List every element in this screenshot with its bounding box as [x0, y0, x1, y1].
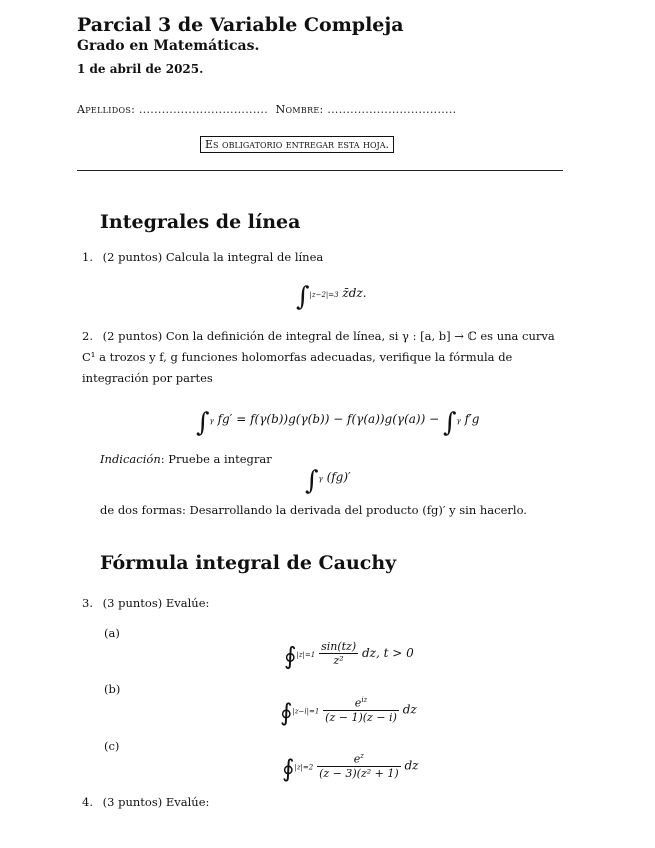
equation-tail: f′g — [464, 412, 480, 426]
denominator: (z − 3)(z² + 1) — [319, 766, 399, 780]
numerator — [317, 752, 401, 766]
integral-domain: |z|=1 — [296, 651, 316, 659]
contour-integral-sign: ∮ — [282, 754, 295, 783]
page-title: Parcial 3 de Variable Compleja — [77, 14, 404, 36]
integral-domain: |z−2|=3 — [309, 291, 339, 299]
section-title-line-integrals: Integrales de línea — [100, 211, 301, 233]
integrand-tail: dz — [402, 702, 417, 717]
numerator-base: e — [353, 752, 361, 766]
problem-2-closing: de dos formas: Desarrollando la derivada del producto (fg)′ y sin hacerlo. — [100, 503, 527, 517]
fraction — [323, 696, 399, 724]
part-a-label: (a) — [104, 626, 120, 640]
surname-field: .................................. — [138, 103, 269, 116]
problem-number: 4. — [82, 795, 93, 809]
integrand-tail: dz, t > 0 — [361, 646, 414, 660]
name-label: Nombre: — [275, 103, 324, 116]
numerator-base: e — [354, 696, 362, 710]
part-b-label: (b) — [104, 682, 121, 696]
integral-domain: |z−i|=1 — [292, 707, 320, 716]
problem-number: 1. — [82, 250, 93, 264]
hint-text: : Pruebe a integrar — [160, 452, 272, 466]
header-divider — [77, 170, 563, 171]
problem-text: (2 puntos) Calcula la integral de línea — [102, 250, 324, 264]
integral-sign: ∫ — [196, 408, 210, 438]
problem-text: (2 puntos) Con la definición de integral de línea, si γ : [a, b] → ℂ es una curva C¹ a trozos y f, g funciones holomorfas adecuadas, verifique la fórmula de integración por partes — [82, 329, 555, 385]
integrand: z̄dz. — [342, 286, 367, 300]
problem-text: (3 puntos) Evalúe: — [102, 795, 210, 809]
part-c-label: (c) — [104, 739, 120, 753]
section-title-cauchy: Fórmula integral de Cauchy — [100, 552, 397, 574]
contour-integral-sign: ∮ — [280, 698, 293, 727]
problem-2 — [82, 326, 567, 389]
denominator: (z − 1)(z − i) — [325, 710, 397, 724]
exam-date: 1 de abril de 2025. — [77, 62, 204, 76]
hint-label: Indicación — [100, 452, 161, 466]
fraction — [319, 640, 358, 667]
numerator: sin(tz) — [321, 640, 357, 653]
integral-sign: ∫ — [296, 282, 310, 312]
numerator-exponent: z — [360, 752, 364, 760]
problem-1 — [82, 247, 567, 268]
problem-3 — [82, 593, 567, 614]
integral-domain: |z|=2 — [294, 763, 314, 772]
numerator — [323, 696, 399, 710]
problem-number: 3. — [82, 596, 93, 610]
hint — [100, 452, 272, 466]
equation-3b — [280, 696, 417, 726]
student-fields — [77, 103, 456, 116]
integral-sign: ∫ — [305, 466, 319, 496]
fraction — [317, 752, 401, 780]
contour-integral-sign: ∮ — [284, 642, 297, 670]
integral-sign: ∫ — [443, 408, 457, 438]
equation-3a — [284, 640, 414, 670]
hint-integrand: (fg)′ — [326, 470, 351, 484]
name-field: .................................. — [327, 103, 457, 116]
problem-4 — [82, 792, 567, 813]
numerator-exponent: iz — [361, 696, 368, 704]
integral-domain: γ — [456, 417, 461, 425]
equation-3c — [282, 752, 419, 782]
page-subtitle: Grado en Matemáticas. — [77, 38, 260, 54]
integral-domain: γ — [209, 417, 214, 425]
problem-number: 2. — [82, 329, 93, 343]
problem-text: (3 puntos) Evalúe: — [102, 596, 210, 610]
mandatory-notice: Es obligatorio entregar esta hoja. — [200, 136, 394, 153]
equation-1 — [296, 282, 367, 312]
integral-domain: γ — [318, 475, 323, 483]
equation-body: fg′ = f(γ(b))g(γ(b)) − f(γ(a))g(γ(a)) − — [217, 412, 440, 426]
surname-label: Apellidos: — [77, 103, 136, 116]
hint-equation — [305, 466, 351, 496]
integrand-tail: dz — [404, 758, 419, 773]
denominator: z² — [319, 653, 358, 667]
equation-2 — [196, 408, 479, 438]
